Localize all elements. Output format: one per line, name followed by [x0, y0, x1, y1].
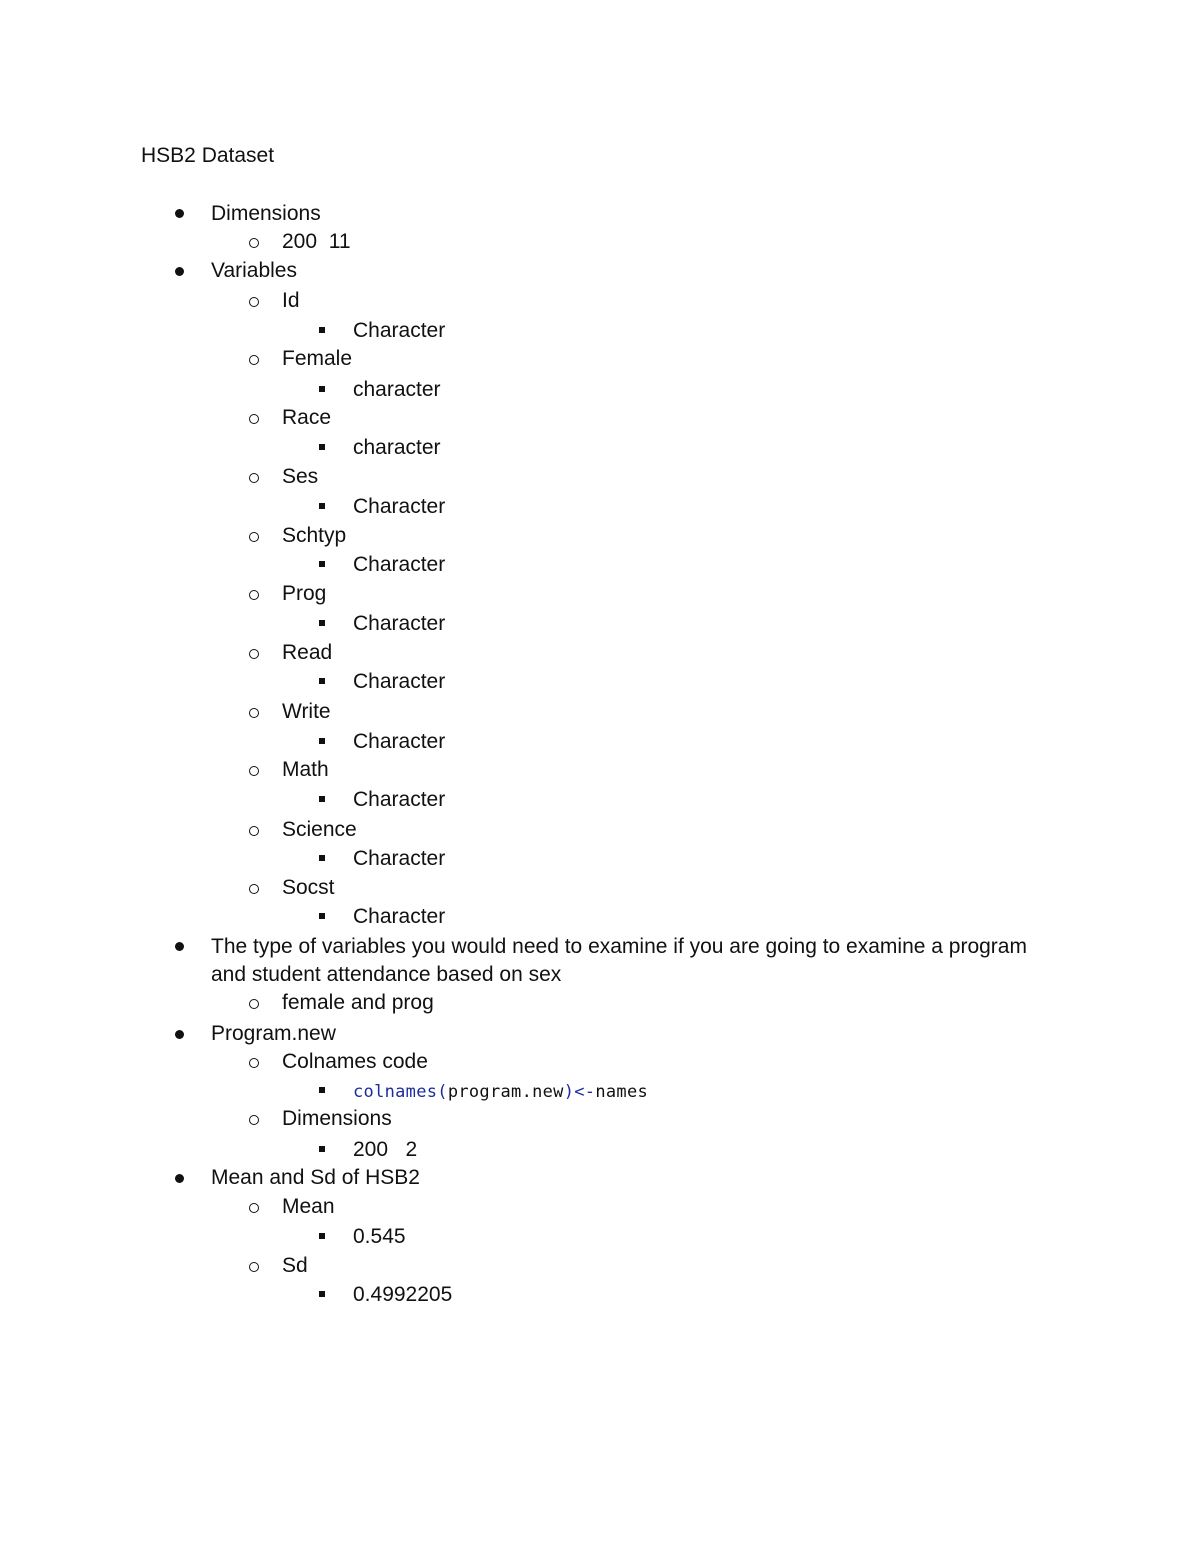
variable-type: character — [353, 378, 441, 401]
square-bullet-icon — [319, 678, 325, 684]
square-bullet-icon — [319, 1087, 325, 1093]
variable-type: Character — [353, 495, 446, 518]
square-bullet-icon — [319, 620, 325, 626]
variable-type: Character — [353, 905, 446, 928]
sd-label: Sd — [282, 1254, 308, 1277]
circle-bullet-icon — [249, 532, 259, 542]
square-bullet-icon — [319, 913, 325, 919]
bullet-icon — [175, 942, 184, 951]
circle-bullet-icon — [249, 414, 259, 424]
variables-label: Variables — [211, 259, 297, 282]
circle-bullet-icon — [249, 238, 259, 248]
circle-bullet-icon — [249, 884, 259, 894]
dimensions-value: 200 11 — [282, 230, 351, 253]
variable-name: Prog — [282, 582, 327, 605]
question-line-2: and student attendance based on sex — [211, 963, 562, 986]
square-bullet-icon — [319, 503, 325, 509]
square-bullet-icon — [319, 1233, 325, 1239]
circle-bullet-icon — [249, 590, 259, 600]
program-dimensions-label: Dimensions — [282, 1107, 392, 1130]
colnames-code — [353, 1079, 648, 1105]
variable-name: Read — [282, 641, 333, 664]
circle-bullet-icon — [249, 473, 259, 483]
variable-type: Character — [353, 553, 446, 576]
code-function: colnames — [353, 1082, 438, 1102]
code-close-paren: ) — [563, 1082, 575, 1102]
circle-bullet-icon — [249, 1262, 259, 1272]
circle-bullet-icon — [249, 649, 259, 659]
code-argument: program.new — [447, 1082, 564, 1102]
code-rhs: names — [595, 1082, 649, 1102]
variable-name: Socst — [282, 876, 335, 899]
variable-type: Character — [353, 788, 446, 811]
variable-name: Race — [282, 406, 332, 429]
colnames-code-label: Colnames code — [282, 1050, 428, 1073]
square-bullet-icon — [319, 855, 325, 861]
circle-bullet-icon — [249, 999, 259, 1009]
sd-value: 0.4992205 — [353, 1283, 453, 1306]
mean-label: Mean — [282, 1195, 335, 1218]
document-title: HSB2 Dataset — [141, 144, 275, 167]
program-new-label: Program.new — [211, 1022, 336, 1045]
square-bullet-icon — [319, 796, 325, 802]
square-bullet-icon — [319, 1146, 325, 1152]
square-bullet-icon — [319, 561, 325, 567]
circle-bullet-icon — [249, 355, 259, 365]
code-open-paren: ( — [437, 1082, 448, 1102]
circle-bullet-icon — [249, 1203, 259, 1213]
question-answer: female and prog — [282, 991, 434, 1014]
variable-type: character — [353, 436, 441, 459]
square-bullet-icon — [319, 444, 325, 450]
square-bullet-icon — [319, 327, 325, 333]
program-dimensions-value: 200 2 — [353, 1138, 418, 1161]
variable-type: Character — [353, 670, 446, 693]
variable-type: Character — [353, 847, 446, 870]
variable-name: Female — [282, 347, 353, 370]
circle-bullet-icon — [249, 1115, 259, 1125]
circle-bullet-icon — [249, 1058, 259, 1068]
circle-bullet-icon — [249, 826, 259, 836]
variable-name: Science — [282, 818, 357, 841]
variable-type: Character — [353, 319, 446, 342]
variable-name: Ses — [282, 465, 319, 488]
circle-bullet-icon — [249, 766, 259, 776]
stats-label: Mean and Sd of HSB2 — [211, 1166, 420, 1189]
bullet-icon — [175, 1174, 184, 1183]
variable-type: Character — [353, 730, 446, 753]
mean-value: 0.545 — [353, 1225, 406, 1248]
variable-name: Schtyp — [282, 524, 347, 547]
variable-name: Write — [282, 700, 331, 723]
bullet-icon — [175, 1030, 184, 1039]
square-bullet-icon — [319, 386, 325, 392]
dimensions-label: Dimensions — [211, 202, 321, 225]
circle-bullet-icon — [249, 297, 259, 307]
bullet-icon — [175, 267, 184, 276]
variable-type: Character — [353, 612, 446, 635]
square-bullet-icon — [319, 738, 325, 744]
square-bullet-icon — [319, 1291, 325, 1297]
circle-bullet-icon — [249, 708, 259, 718]
variable-name: Math — [282, 758, 329, 781]
bullet-icon — [175, 209, 184, 218]
code-assign-operator: <- — [574, 1082, 596, 1102]
variable-name: Id — [282, 289, 300, 312]
question-line-1: The type of variables you would need to examine if you are going to examine a program — [211, 935, 1027, 958]
